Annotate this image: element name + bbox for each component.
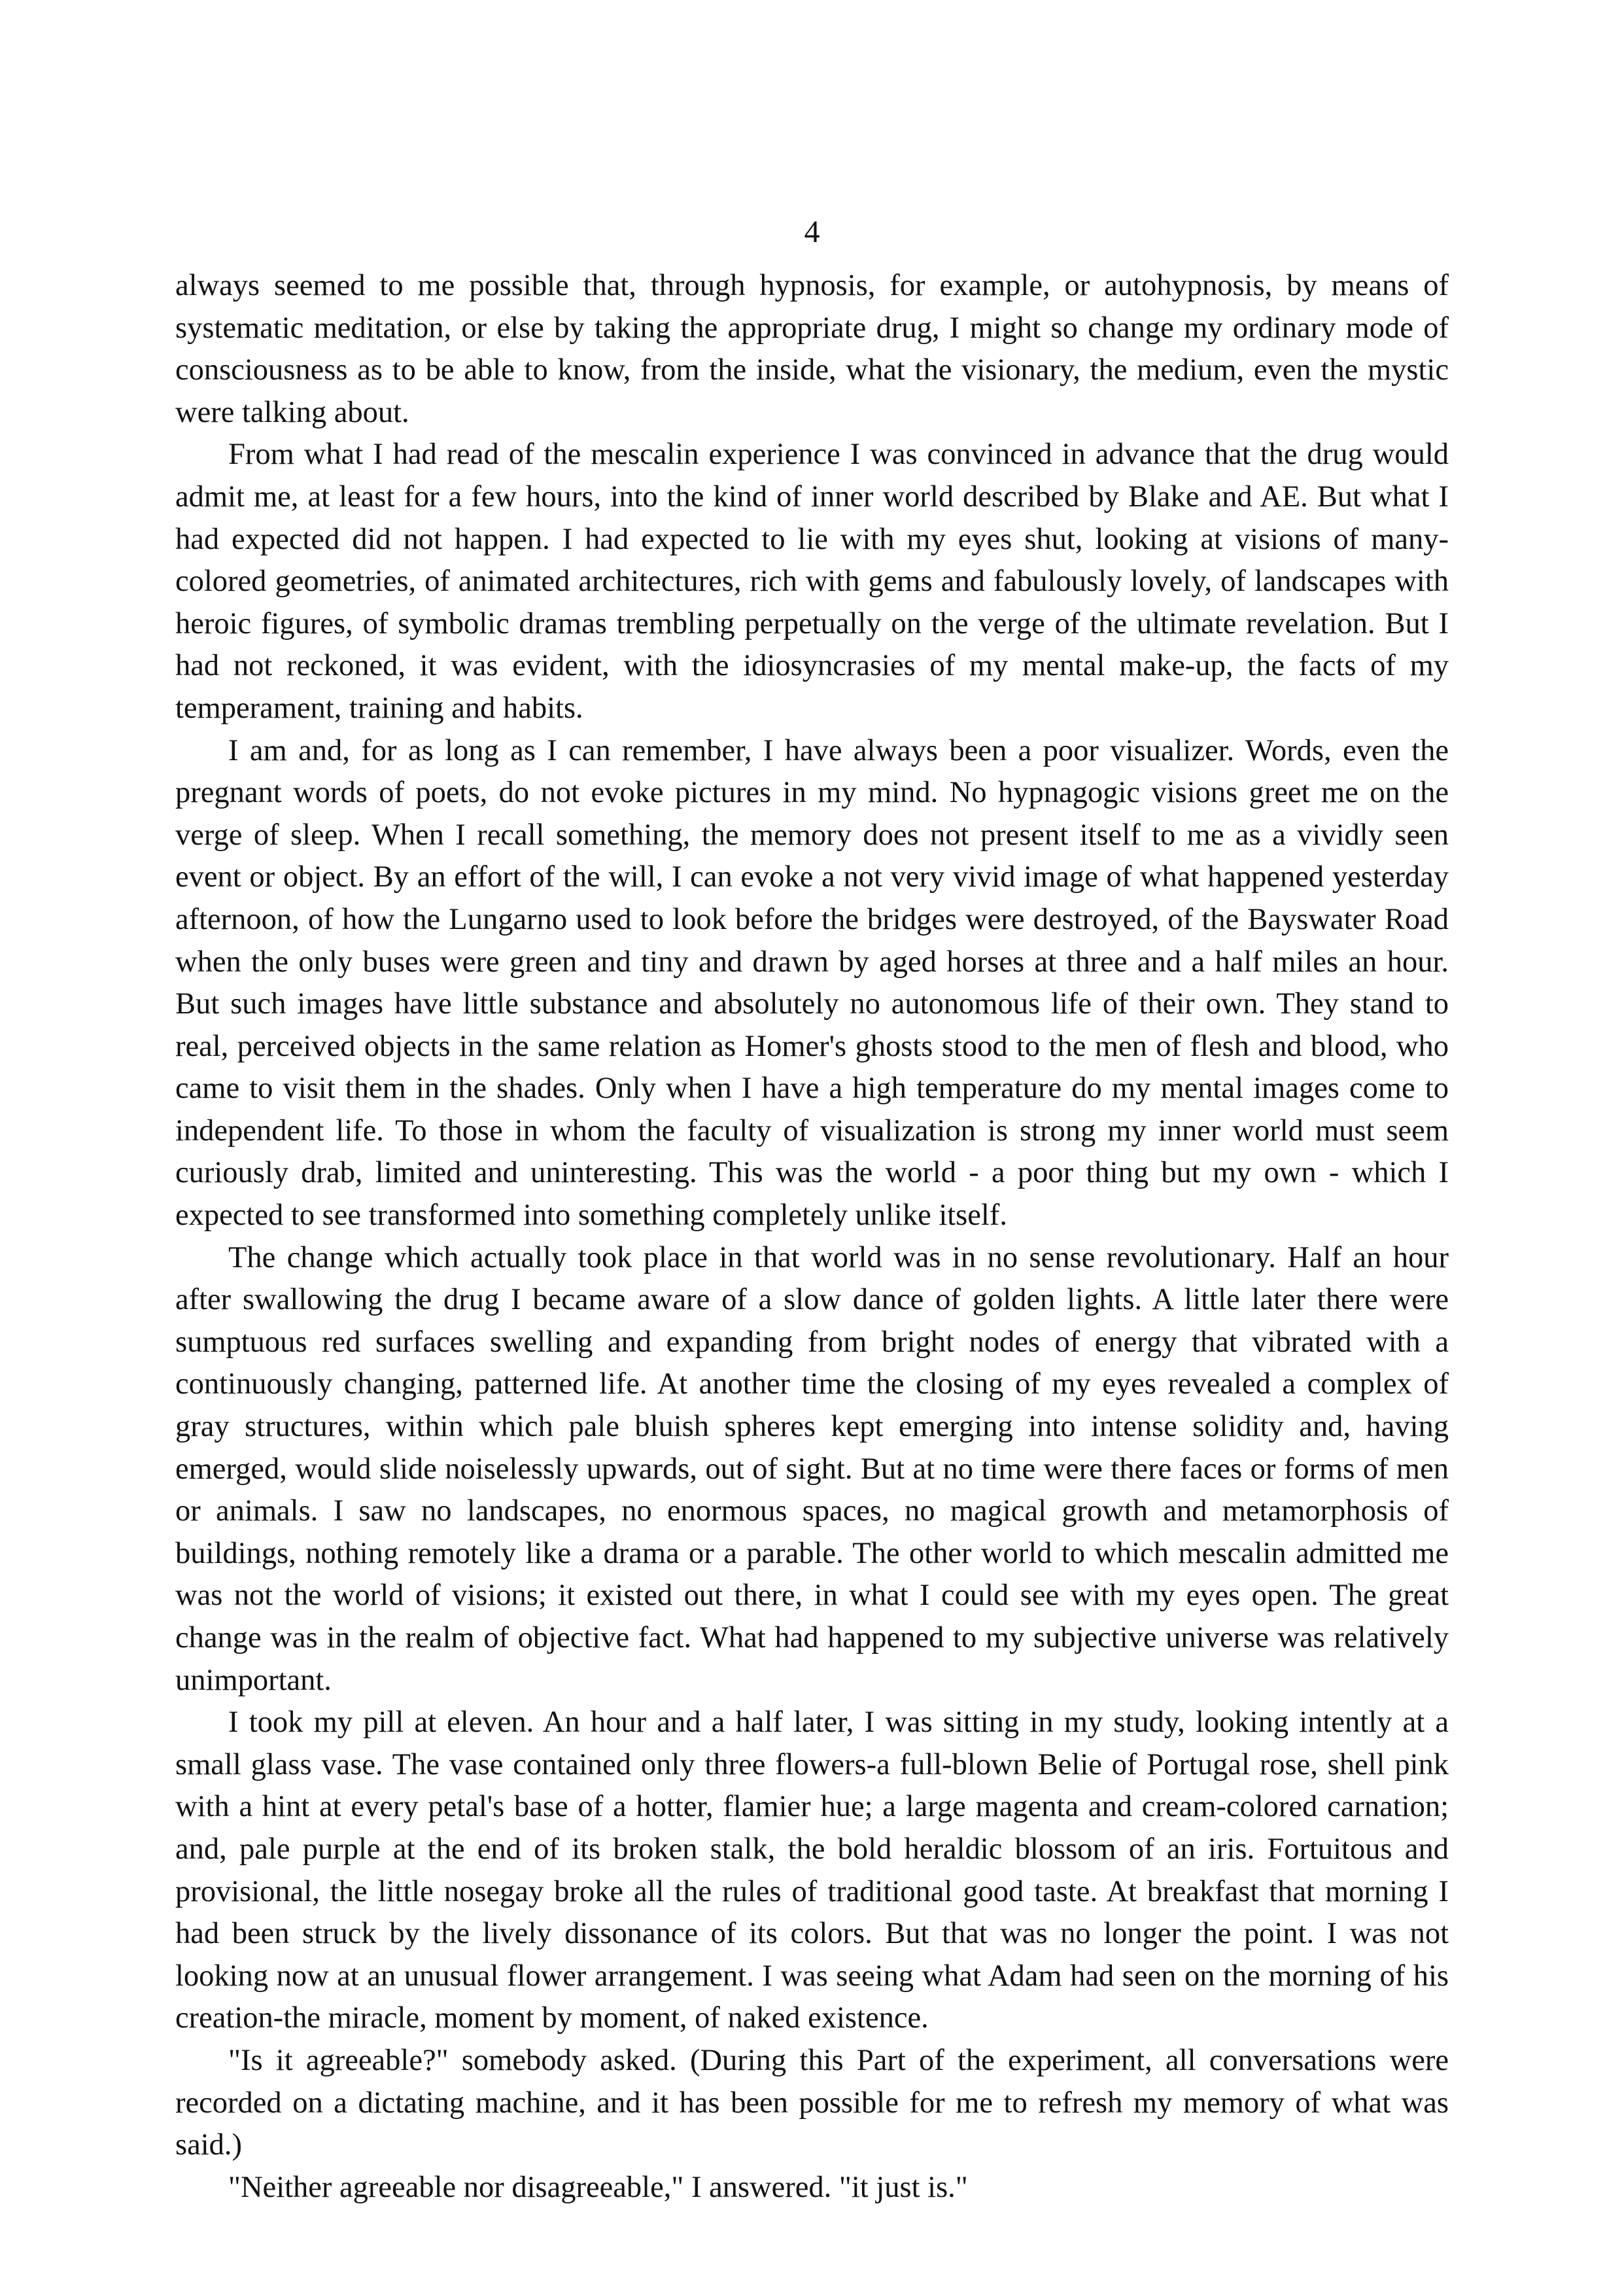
paragraph: "Neither agreeable nor disagreeable," I answered. "it just is.": [228, 2170, 968, 2204]
paragraph: I took my pill at eleven. An hour and a half later, I was sitting in my study, looking intently at a small glass vase. The vase contained only three flowers-a full-blown Belie of Portugal rose, shell pink with a hint at every petal's base of a hotter, flamier hue; a large magenta and cream-colored carnation; and, pale purple at the end of its broken stalk, the bold heraldic blossom of an iris. Fortuitous and provisional, the little nosegay broke all the rules of traditional good taste. At breakfast that morning I had been struck by the lively dissonance of its colors. But that was no longer the point. I was not looking now at an unusual flower arrangement. I was seeing what Adam had seen on the morning of his creation-the miracle, moment by moment, of naked existence.: [175, 1706, 1449, 2035]
page-number: 4: [804, 215, 820, 249]
paragraph-continuation: always seemed to me possible that, through hypnosis, for example, or autohypnosis, by means of systematic meditation, or else by taking the appropriate drug, I might so change my ordinary mode of consciousness as to be able to know, from the inside, what the visionary, the medium, even the mystic were talking about.: [175, 269, 1449, 429]
body-text: [175, 265, 1449, 2209]
paragraph: I am and, for as long as I can remember, I have always been a poor visualizer. Words, even the pregnant words of poets, do not evoke pictures in my mind. No hypnagogic visions greet me on the verge of sleep. When I recall something, the memory does not present itself to me as a vividly seen event or object. By an effort of the will, I can evoke a not very vivid image of what happened yesterday afternoon, of how the Lungarno used to look before the bridges were destroyed, of the Bayswater Road when the only buses were green and tiny and drawn by aged horses at three and a half miles an hour. But such images have little substance and absolutely no autonomous life of their own. They stand to real, perceived objects in the same relation as Homer's ghosts stood to the men of flesh and blood, who came to visit them in the shades. Only when I have a high temperature do my mental images come to independent life. To those in whom the faculty of visualization is strong my inner world must seem curiously drab, limited and uninteresting. This was the world - a poor thing but my own - which I expected to see transformed into something completely unlike itself.: [175, 733, 1449, 1233]
paragraph: "Is it agreeable?" somebody asked. (During this Part of the experiment, all conversations were recorded on a dictating machine, and it has been possible for me to refresh my memory of what was said.): [175, 2043, 1449, 2162]
paragraph: From what I had read of the mescalin experience I was convinced in advance that the drug would admit me, at least for a few hours, into the kind of inner world described by Blake and AE. But what I had expected did not happen. I had expected to lie with my eyes shut, looking at visions of many-colored geometries, of animated architectures, rich with gems and fabulously lovely, of landscapes with heroic figures, of symbolic dramas trembling perpetually on the verge of the ultimate revelation. But I had not reckoned, it was evident, with the idiosyncrasies of my mental make-up, the facts of my temperament, training and habits.: [175, 438, 1449, 725]
paragraph: The change which actually took place in that world was in no sense revolutionary. Half an hour after swallowing the drug I became aware of a slow dance of golden lights. A little later there were sumptuous red surfaces swelling and expanding from bright nodes of energy that vibrated with a continuously changing, patterned life. At another time the closing of my eyes revealed a complex of gray structures, within which pale bluish spheres kept emerging into intense solidity and, having emerged, would slide noiselessly upwards, out of sight. But at no time were there faces or forms of men or animals. I saw no landscapes, no enormous spaces, no magical growth and metamorphosis of buildings, nothing remotely like a drama or a parable. The other world to which mescalin admitted me was not the world of visions; it existed out there, in what I could see with my eyes open. The great change was in the realm of objective fact. What had happened to my subjective universe was relatively unimportant.: [175, 1240, 1449, 1697]
